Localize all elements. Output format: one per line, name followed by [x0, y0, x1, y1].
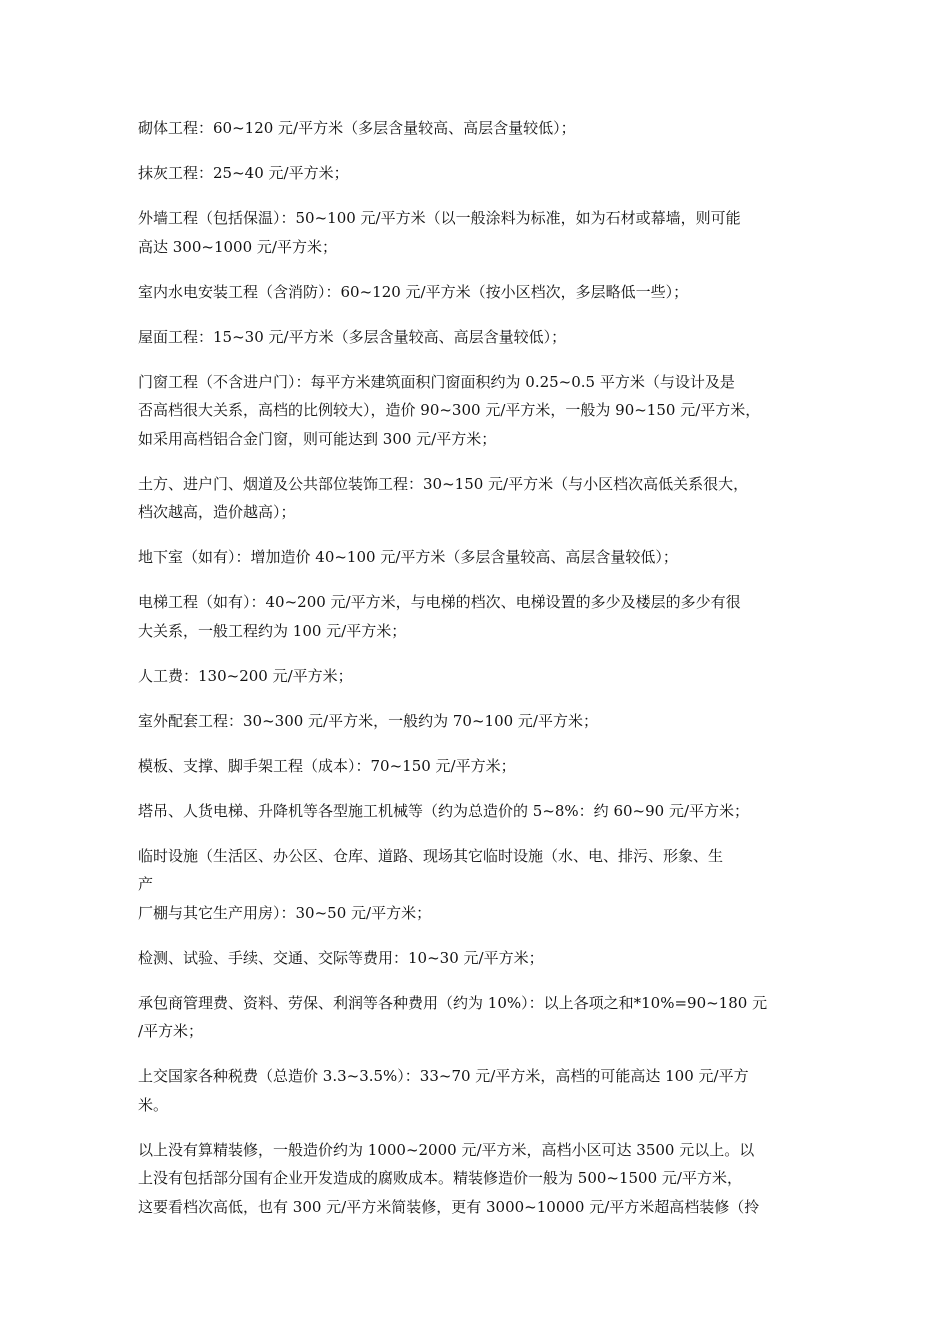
paragraph-masonry: 砌体工程：60~120 元/平方米（多层含量较高、高层含量较低）； — [138, 119, 576, 137]
paragraph-basement: 地下室（如有）：增加造价 40~100 元/平方米（多层含量较高、高层含量较低）； — [138, 548, 678, 566]
paragraph-plumbing-electrical: 室内水电安装工程（含消防）：60~120 元/平方米（按小区档次，多层略低一些）； — [138, 282, 689, 301]
paragraph-temporary-facilities: 临时设施（生活区、办公区、仓库、道路、现场其它临时设施（水、电、排污、形象、生 产 厂棚与其它生产用房）：30~50 元/平方米； — [138, 846, 724, 922]
paragraph-outdoor-works: 室外配套工程：30~300 元/平方米，一般约为 70~100 元/平方米； — [138, 711, 598, 730]
paragraph-earthwork-decoration: 土方、进户门、烟道及公共部位装饰工程：30~150 元/平方米（与小区档次高低关系很大， 档次越高，造价越高）； — [138, 474, 749, 521]
paragraph-doors-windows: 门窗工程（不含进户门）：每平方米建筑面积门窗面积约为 0.25~0.5 平方米（与设计及是 否高档很大关系，高档的比例较大），造价 90~300 元/平方米，一般为 90~150 元/平方米， 如采用高档铝合金门窗，则可能达到 300 元/平方米； — [138, 372, 761, 448]
paragraph-labor-cost: 人工费：130~200 元/平方米； — [138, 666, 353, 685]
paragraph-taxes: 上交国家各种税费（总造价 3.3~3.5%）：33~70 元/平方米，高档的可能高达 100 元/平方 米。 — [138, 1067, 749, 1114]
paragraph-testing-fees: 检测、试验、手续、交通、交际等费用：10~30 元/平方米； — [138, 948, 544, 967]
paragraph-machinery: 塔吊、人货电梯、升降机等各型施工机械等（约为总造价的 5~8%：约 60~90 元/平方米； — [138, 801, 750, 820]
paragraph-exterior-wall: 外墙工程（包括保温）：50~100 元/平方米（以一般涂料为标准，如为石材或幕墙，则可能 高达 300~1000 元/平方米； — [138, 209, 741, 256]
paragraph-contractor-fees: 承包商管理费、资料、劳保、利润等各种费用（约为 10%）：以上各项之和*10%=90~180 元 /平方米； — [138, 993, 768, 1040]
document-page — [138, 114, 818, 1238]
paragraph-roofing: 屋面工程：15~30 元/平方米（多层含量较高、高层含量较低）； — [138, 327, 567, 346]
paragraph-finishing-notes: 以上没有算精装修，一般造价约为 1000~2000 元/平方米，高档小区可达 3500 元以上。以 上没有包括部分国有企业开发造成的腐败成本。精装修造价一般为 500~1500 元/平方米， 这要看档次高低，也有 300 元/平方米简装修，更有 3000~10000 元/平方米超高档装修（拎 — [138, 1140, 760, 1216]
paragraph-plastering: 抹灰工程：25~40 元/平方米； — [138, 164, 349, 182]
paragraph-formwork: 模板、支撑、脚手架工程（成本）：70~150 元/平方米； — [138, 756, 516, 775]
paragraph-elevator: 电梯工程（如有）：40~200 元/平方米，与电梯的档次、电梯设置的多少及楼层的多少有很 大关系，一般工程约为 100 元/平方米； — [138, 593, 741, 640]
